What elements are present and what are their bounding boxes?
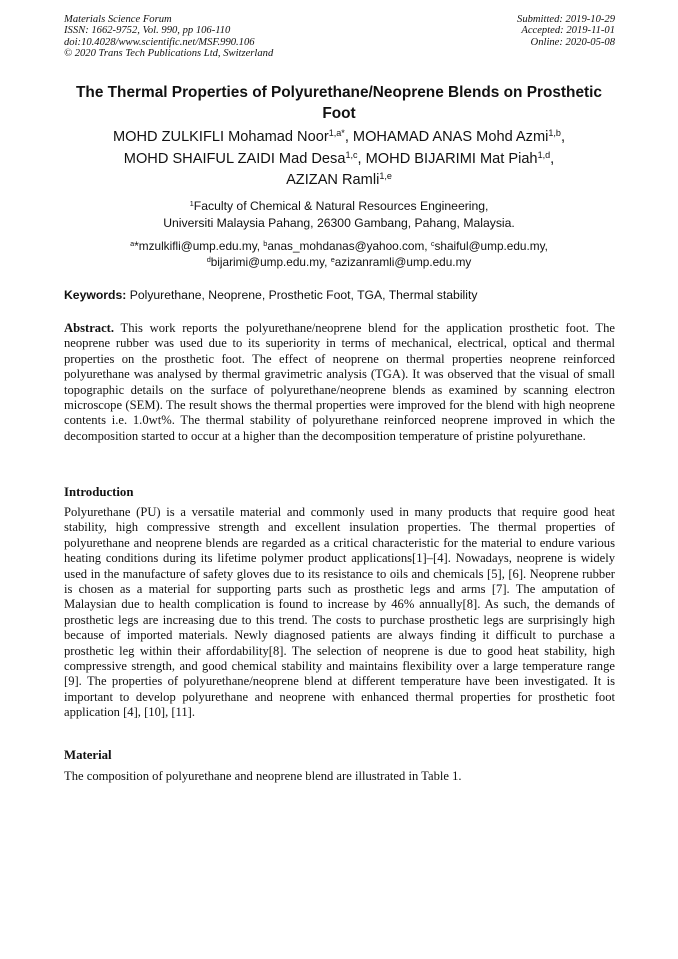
affiliation-address: Universiti Malaysia Pahang, 26300 Gambang, Pahang, Malaysia. bbox=[163, 215, 515, 230]
email-marker: d bbox=[206, 254, 211, 264]
introduction-heading: Introduction bbox=[64, 485, 134, 499]
introduction-paragraph: Polyurethane (PU) is a versatile material and commonly used in many products that require good heat stability, high compressive strength and excellent insulation properties. The thermal properties of polyurethane and neoprene blends are regarded as a critical characteristic for the material to endure various heating conditions during its lifetime polymer product applications[1]–[4]. Nowadays, neoprene is widely used in the manufacture of safety gloves due to its resistance to oils and chemicals [5], [6]. Neoprene rubber is chosen as a material for supporting parts such as prosthetic legs and arms [7]. The amputation of Malaysian due to health complication is found to increase by 46% annually[8]. As such, the demands of prosthetic legs are increasing due to this trend. The costs to purchase prosthetic legs are surprisingly high because of imported materials. Newly diagnosed patients are always finding it difficult to purchase a prosthetic leg within their affordability[8]. The selection of neoprene is due to good heat stability, high compressive strength, and good chemical stability and maintains flexibility over a large temperature range [9]. The properties of polyurethane/neoprene blend at different temperature have been investigated. It is important to develop polyurethane and neoprene with enhanced thermal properties for prosthetic foot application [4], [10], [11]. bbox=[64, 505, 615, 720]
author-name: MOHD SHAIFUL ZAIDI Mad Desa bbox=[123, 150, 346, 167]
email-address[interactable]: *mzulkifli@ump.edu.my, bbox=[134, 239, 264, 253]
abstract-label: Abstract. bbox=[64, 321, 115, 335]
doi-line[interactable]: doi:10.4028/www.scientific.net/MSF.990.106 bbox=[64, 36, 255, 48]
material-paragraph: The composition of polyurethane and neoprene blend are illustrated in Table 1. bbox=[64, 769, 462, 783]
submission-dates bbox=[517, 14, 615, 48]
paper-title: The Thermal Properties of Polyurethane/Neoprene Blends on Prosthetic Foot bbox=[76, 84, 602, 122]
email-address[interactable]: shaiful@ump.edu.my, bbox=[434, 239, 548, 253]
issn-line: ISSN: 1662-9752, Vol. 990, pp 106-110 bbox=[64, 25, 231, 37]
abstract-text: This work reports the polyurethane/neoprene blend for the application prosthetic foot. The neoprene rubber was used due to its superiority in terms of mechanical, electrical, optical and thermal properties on the prosthetic foot. The effect of neoprene on thermal properties neoprene reinforced polyurethane was analysed by thermal gravimetric analysis (TGA). It was observed that the visual of small topographic details on the surface of polyurethane/neoprene blends as examined by scanning electron microscope (SEM). The result shows the thermal properties were improved for the blend with high neoprene contents i.e. 1.0wt%. The thermal stability of polyurethane reinforced neoprene improved in which the decomposition started to occur at a higher than the decomposition temperature of pristine polyurethane. bbox=[64, 321, 615, 443]
accepted-date: Accepted: 2019-11-01 bbox=[521, 25, 615, 37]
author-affiliation-marker: 1,d bbox=[537, 149, 551, 160]
journal-info bbox=[64, 14, 273, 60]
email-address[interactable]: azizanramli@ump.edu.my bbox=[334, 255, 472, 269]
affiliation-marker: 1 bbox=[189, 198, 194, 208]
email-marker: b bbox=[263, 238, 268, 248]
email-address[interactable]: bijarimi@ump.edu.my, bbox=[210, 255, 331, 269]
author-affiliation-marker: 1,c bbox=[345, 149, 358, 160]
email-marker: c bbox=[430, 238, 435, 248]
submitted-date: Submitted: 2019-10-29 bbox=[517, 14, 615, 25]
author-list: MOHD ZULKIFLI Mohamad Noor$^{1,a*}$, MOHAMAD ANAS Mohd Azmi$^{1,b}$, MOHD SHAIFUL ZAIDI Mad Desa$^{1,c}$, MOHD BIJARIMI Mat Piah$^{1,d}$, AZIZAN Ramli$^{1,e}$ bbox=[112, 128, 566, 188]
abstract-paragraph bbox=[64, 321, 615, 444]
author-name: MOHD ZULKIFLI Mohamad Noor bbox=[112, 129, 329, 145]
author-name: MOHD BIJARIMI Mat Piah bbox=[365, 150, 538, 167]
affiliation-faculty: Faculty of Chemical & Natural Resources Engineering, bbox=[193, 199, 489, 213]
keywords-text: Polyurethane, Neoprene, Prosthetic Foot, TGA, Thermal stability bbox=[126, 288, 478, 302]
author-name: MOHAMAD ANAS Mohd Azmi bbox=[352, 129, 549, 145]
keywords-label: Keywords: bbox=[64, 288, 127, 302]
copyright-line: © 2020 Trans Tech Publications Ltd, Switzerland bbox=[64, 48, 274, 60]
author-affiliation-marker: 1,e bbox=[379, 171, 392, 182]
online-date: Online: 2020-05-08 bbox=[530, 36, 615, 48]
keywords-line bbox=[64, 287, 624, 303]
author-affiliation-marker: 1,b bbox=[548, 128, 561, 139]
author-emails bbox=[58, 238, 620, 270]
journal-name: Materials Science Forum bbox=[64, 14, 172, 25]
author-name: AZIZAN Ramli bbox=[286, 172, 380, 188]
author-affiliation-marker: 1,a* bbox=[328, 128, 345, 139]
email-address[interactable]: anas_mohdanas@yahoo.com, bbox=[267, 239, 431, 253]
email-marker: e bbox=[330, 254, 335, 264]
affiliation bbox=[58, 198, 620, 231]
material-heading: Material bbox=[64, 748, 112, 762]
email-marker: a bbox=[130, 238, 135, 248]
